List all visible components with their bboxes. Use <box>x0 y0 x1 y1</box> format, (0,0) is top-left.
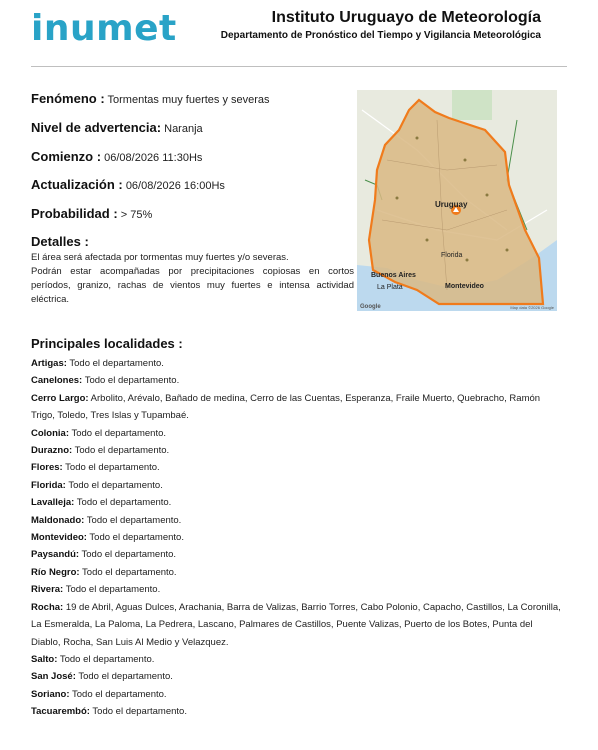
list-item <box>31 425 561 442</box>
phenomenon-label: Fenómeno : <box>31 91 105 106</box>
list-item <box>31 390 561 425</box>
probability-row <box>31 206 152 221</box>
department-name: Florida: <box>31 479 66 491</box>
localities-text: Todo el departamento. <box>72 688 167 700</box>
town-marker <box>416 137 419 140</box>
department-name: Paysandú: <box>31 549 80 561</box>
start-row <box>31 149 202 164</box>
map-label-uruguay: Uruguay <box>435 200 468 209</box>
list-item <box>31 686 561 703</box>
list-item <box>31 703 561 720</box>
list-item <box>31 581 561 598</box>
list-item <box>31 651 561 668</box>
localities-text: Todo el departamento. <box>65 462 160 474</box>
details-line-1: El área será afectada por tormentas muy fuertes y/o severas. <box>31 252 289 263</box>
localities-text: Todo el departamento. <box>82 566 177 578</box>
inumet-logo: inumet <box>31 8 177 49</box>
localities-text: Todo el departamento. <box>76 497 172 509</box>
department-name: Colonia: <box>31 427 69 439</box>
department-name: Canelones: <box>31 375 83 387</box>
phenomenon-row <box>31 91 270 106</box>
localities-text: Todo el departamento. <box>71 427 167 439</box>
department-name: Maldonado: <box>31 514 85 526</box>
map-label-la-plata: La Plata <box>377 284 403 291</box>
level-value: Naranja <box>164 123 203 135</box>
department-subtitle: Departamento de Pronóstico del Tiempo y Vigilancia Meteorológica <box>220 30 541 41</box>
localities-text: Todo el departamento. <box>92 706 187 718</box>
list-item <box>31 355 561 372</box>
phenomenon-value: Tormentas muy fuertes y severas <box>107 94 270 106</box>
details-line-2: Podrán estar acompañadas por precipitaciones copiosas en cortos períodos, granizo, rachas de vientos muy fuertes e intensa actividad eléctrica. <box>31 266 354 305</box>
map-label-montevideo: Montevideo <box>445 283 484 290</box>
localities-text: Todo el departamento. <box>65 584 161 596</box>
localities-text: Todo el departamento. <box>68 479 163 491</box>
department-name: Rocha: <box>31 601 64 613</box>
level-label: Nivel de advertencia: <box>31 120 162 135</box>
department-name: Lavalleja: <box>31 497 75 509</box>
update-value: 06/08/2026 16:00Hs <box>125 180 225 192</box>
list-item <box>31 442 561 459</box>
map-credit: Map data ©2026 Google <box>510 305 554 310</box>
department-name: Artigas: <box>31 358 67 369</box>
localities-text: Todo el departamento. <box>74 445 170 457</box>
header-divider <box>31 66 567 67</box>
list-item <box>31 599 561 651</box>
probability-label: Probabilidad : <box>31 206 118 221</box>
localities-text: 19 de Abril, Aguas Dulces, Arachania, Barra de Valizas, Barrio Torres, Cabo Polonio, Capacho, Castillos, La Coronilla, La Esmeralda, La Paloma, La Pedrera, Lascano, Palmares de Castillos, Puente Valizas, Puerto de los Botes, Punta del Diablo, Rocha, San Luis Al Medio y Velazquez. <box>31 601 561 648</box>
localities-text: Todo el departamento. <box>84 375 180 387</box>
localities-list <box>31 355 561 721</box>
institute-title: Instituto Uruguayo de Meteorología <box>271 9 541 26</box>
localities-text: Todo el departamento. <box>86 514 182 526</box>
park-area <box>452 90 492 120</box>
list-item <box>31 459 561 476</box>
localities-heading: Principales localidades : <box>31 336 183 351</box>
probability-value: > 75% <box>120 209 153 221</box>
localities-text: Arbolito, Arévalo, Bañado de medina, Cerro de las Cuentas, Esperanza, Fraile Muerto, Quebracho, Ramón Trigo, Toledo, Tres Islas y Tupambaé. <box>31 392 541 422</box>
department-name: Río Negro: <box>31 566 80 578</box>
list-item <box>31 564 561 581</box>
localities-text: Todo el departamento. <box>81 549 177 561</box>
list-item <box>31 372 561 389</box>
department-name: Flores: <box>31 462 63 474</box>
town-marker <box>426 239 429 242</box>
department-name: Soriano: <box>31 688 70 700</box>
town-marker <box>486 194 489 197</box>
localities-text: Todo el departamento. <box>78 671 173 683</box>
warning-area-map[interactable] <box>357 90 557 311</box>
department-name: San José: <box>31 671 76 683</box>
town-marker <box>464 159 467 162</box>
level-row <box>31 120 203 135</box>
list-item <box>31 668 561 685</box>
department-name: Salto: <box>31 653 58 665</box>
map-label-florida: Florida <box>441 252 463 259</box>
department-name: Durazno: <box>31 445 73 457</box>
details-text <box>31 251 354 307</box>
map-label-buenos-aires: Buenos Aires <box>371 272 416 279</box>
town-marker <box>396 197 399 200</box>
department-name: Rivera: <box>31 584 64 596</box>
town-marker <box>466 259 469 262</box>
google-logo: Google <box>360 304 381 310</box>
town-marker <box>506 249 509 252</box>
localities-text: Todo el departamento. <box>89 532 184 544</box>
localities-text: Todo el departamento. <box>69 358 164 369</box>
list-item <box>31 494 561 511</box>
start-value: 06/08/2026 11:30Hs <box>104 152 203 164</box>
department-name: Tacuarembó: <box>31 706 90 718</box>
list-item <box>31 546 561 563</box>
start-label: Comienzo : <box>31 149 102 164</box>
list-item <box>31 477 561 494</box>
update-row <box>31 177 225 192</box>
list-item <box>31 529 561 546</box>
department-name: Cerro Largo: <box>31 392 89 404</box>
details-heading: Detalles : <box>31 234 89 249</box>
update-label: Actualización : <box>31 177 123 192</box>
department-name: Montevideo: <box>31 532 87 544</box>
list-item <box>31 512 561 529</box>
localities-text: Todo el departamento. <box>59 653 155 665</box>
